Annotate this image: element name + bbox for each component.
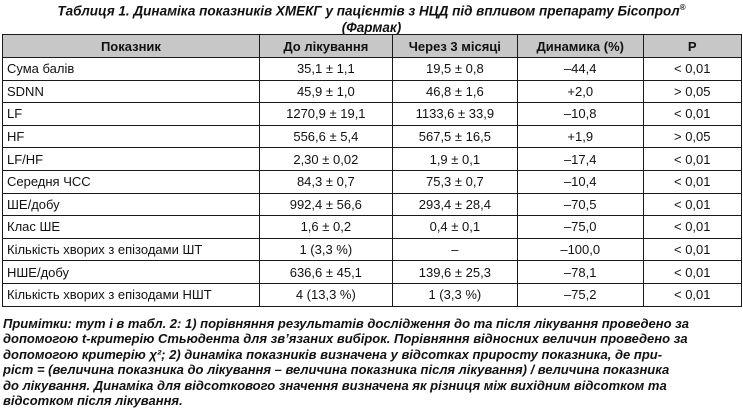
header-dynamics: Динамика (%) xyxy=(517,35,643,58)
cell-dynamics: +1,9 xyxy=(517,125,643,148)
header-p: P xyxy=(643,35,741,58)
cell-indicator: Сума балів xyxy=(3,58,260,81)
cell-dynamics: –44,4 xyxy=(517,58,643,81)
cell-before: 1,6 ± 0,2 xyxy=(259,216,392,239)
cell-indicator: LF xyxy=(3,103,260,126)
cell-dynamics: –78,1 xyxy=(517,261,643,284)
cell-after: 46,8 ± 1,6 xyxy=(392,80,517,103)
table-body xyxy=(3,58,742,307)
cell-before: 84,3 ± 0,7 xyxy=(259,170,392,193)
table-row xyxy=(3,170,742,193)
cell-dynamics: –100,0 xyxy=(517,238,643,261)
cell-dynamics: –75,2 xyxy=(517,283,643,306)
cell-after: – xyxy=(392,238,517,261)
results-table xyxy=(2,34,742,307)
table-row xyxy=(3,238,742,261)
note-line: до лікування. Динаміка для відсоткового значення визначена як різниця між вихідним відсотком та xyxy=(3,377,667,393)
table-row xyxy=(3,80,742,103)
cell-indicator: LF/HF xyxy=(3,148,260,171)
table-row xyxy=(3,103,742,126)
table-row xyxy=(3,193,742,216)
cell-p: < 0,01 xyxy=(643,238,741,261)
cell-p: < 0,01 xyxy=(643,261,741,284)
cell-before: 35,1 ± 1,1 xyxy=(259,58,392,81)
cell-p: < 0,01 xyxy=(643,193,741,216)
header-before: До лікування xyxy=(259,35,392,58)
cell-dynamics: –75,0 xyxy=(517,216,643,239)
cell-indicator: НШЕ/добу xyxy=(3,261,260,284)
cell-p: < 0,01 xyxy=(643,170,741,193)
table-row xyxy=(3,283,742,306)
header-after: Через 3 місяці xyxy=(392,35,517,58)
cell-dynamics: –10,4 xyxy=(517,170,643,193)
cell-before: 4 (13,3 %) xyxy=(259,283,392,306)
cell-indicator: ШЕ/добу xyxy=(3,193,260,216)
note-line: допомогою критерію χ²; 2) динаміка показників визначена у відсотках приросту показника, де при- xyxy=(3,346,663,362)
cell-after: 19,5 ± 0,8 xyxy=(392,58,517,81)
registered-mark: ® xyxy=(679,3,686,12)
table-row xyxy=(3,58,742,81)
cell-p: > 0,05 xyxy=(643,80,741,103)
cell-p: < 0,01 xyxy=(643,283,741,306)
title-line-2: (Фармак) xyxy=(341,19,402,35)
footnotes xyxy=(3,316,741,408)
header-row xyxy=(3,35,742,58)
note-line: ріст = (величина показника до лікування – величина показника після лікування) / величина показника xyxy=(3,362,670,378)
cell-p: > 0,05 xyxy=(643,125,741,148)
cell-before: 556,6 ± 5,4 xyxy=(259,125,392,148)
cell-dynamics: –70,5 xyxy=(517,193,643,216)
header-indicator: Показник xyxy=(3,35,260,58)
table-row xyxy=(3,261,742,284)
table-row xyxy=(3,125,742,148)
cell-before: 2,30 ± 0,02 xyxy=(259,148,392,171)
cell-indicator: Кількість хворих з епізодами ШТ xyxy=(3,238,260,261)
table-row xyxy=(3,148,742,171)
cell-after: 139,6 ± 25,3 xyxy=(392,261,517,284)
cell-p: < 0,01 xyxy=(643,216,741,239)
cell-dynamics: +2,0 xyxy=(517,80,643,103)
cell-indicator: Кількість хворих з епізодами НШТ xyxy=(3,283,260,306)
cell-before: 636,6 ± 45,1 xyxy=(259,261,392,284)
title-line-1: Таблиця 1. Динаміка показників ХМЕКГ у пацієнтів з НЦД під впливом препарату Бісопрол® xyxy=(57,3,686,19)
cell-indicator: SDNN xyxy=(3,80,260,103)
cell-after: 0,4 ± 0,1 xyxy=(392,216,517,239)
cell-indicator: Клас ШЕ xyxy=(3,216,260,239)
cell-after: 293,4 ± 28,4 xyxy=(392,193,517,216)
note-line: допомогою t-критерію Стьюдента для зв’язаних вибірок. Порівняння відносних величин проведено за xyxy=(3,331,688,347)
cell-after: 1 (3,3 %) xyxy=(392,283,517,306)
cell-p: < 0,01 xyxy=(643,58,741,81)
cell-before: 45,9 ± 1,0 xyxy=(259,80,392,103)
note-line: Примітки: тут і в табл. 2: 1) порівняння результатів дослідження до та після лікування проведено за xyxy=(3,316,690,331)
table-row xyxy=(3,216,742,239)
cell-indicator: Середня ЧСС xyxy=(3,170,260,193)
cell-dynamics: –17,4 xyxy=(517,148,643,171)
cell-after: 1,9 ± 0,1 xyxy=(392,148,517,171)
cell-before: 1270,9 ± 19,1 xyxy=(259,103,392,126)
cell-after: 1133,6 ± 33,9 xyxy=(392,103,517,126)
cell-p: < 0,01 xyxy=(643,103,741,126)
cell-before: 1 (3,3 %) xyxy=(259,238,392,261)
cell-indicator: HF xyxy=(3,125,260,148)
cell-after: 567,5 ± 16,5 xyxy=(392,125,517,148)
cell-before: 992,4 ± 56,6 xyxy=(259,193,392,216)
cell-p: < 0,01 xyxy=(643,148,741,171)
cell-dynamics: –10,8 xyxy=(517,103,643,126)
cell-after: 75,3 ± 0,7 xyxy=(392,170,517,193)
note-line: відсотком після лікування. xyxy=(3,393,183,408)
table-title xyxy=(0,0,743,36)
